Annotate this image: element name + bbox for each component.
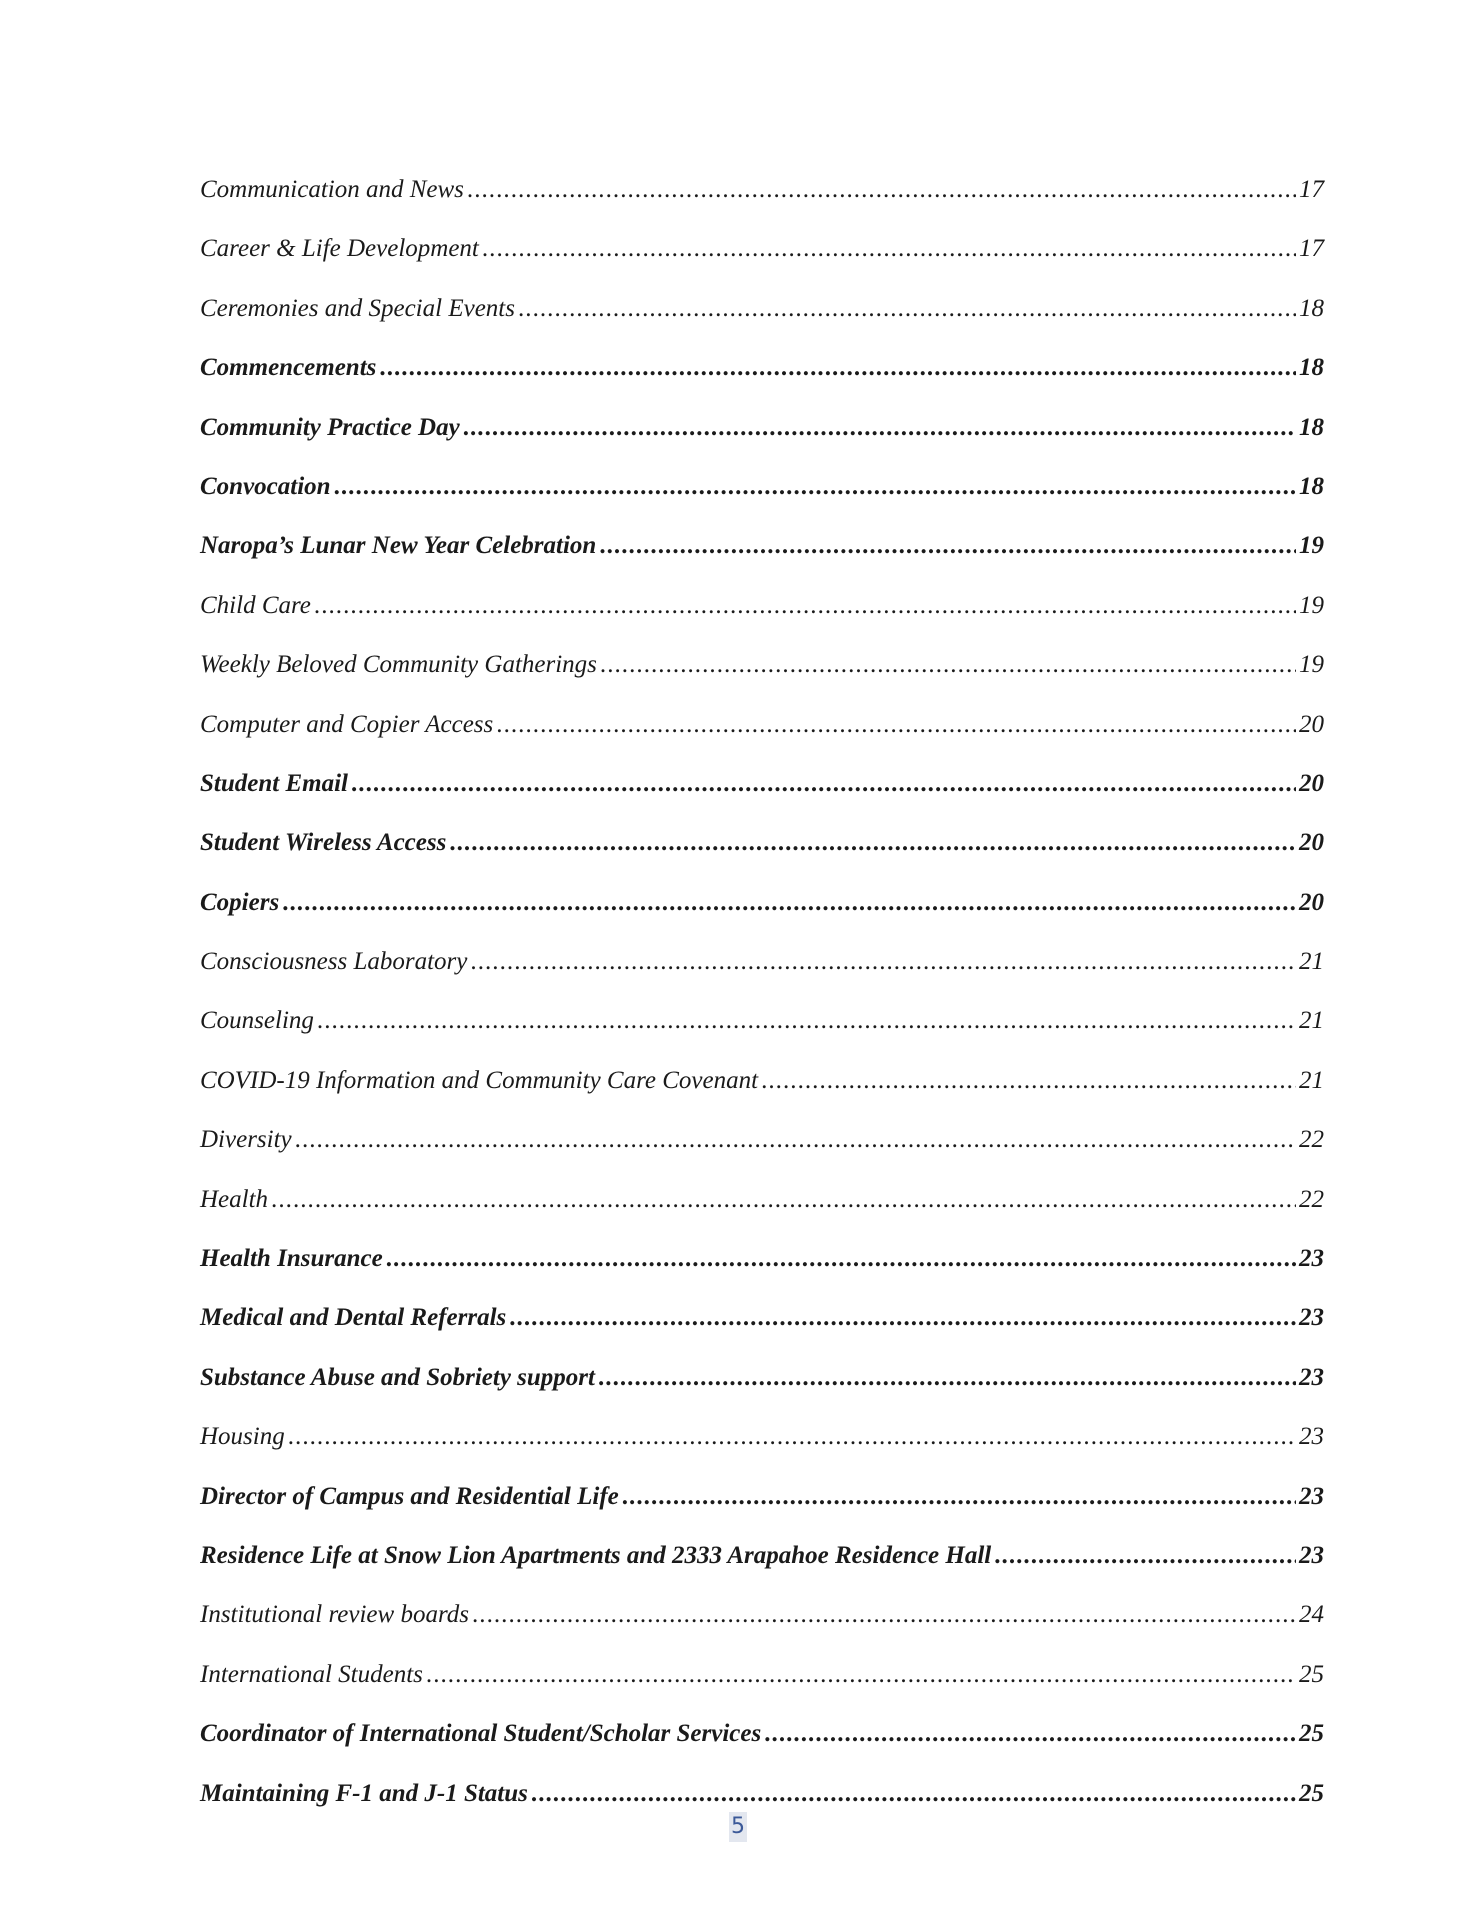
toc-entry-title: Career & Life Development	[200, 235, 479, 263]
toc-entry[interactable]	[200, 1186, 1324, 1245]
toc-entry-title: Medical and Dental Referrals	[200, 1304, 507, 1332]
toc-entry-title: Diversity	[200, 1126, 292, 1154]
toc-entry-page: 23	[1299, 1423, 1324, 1451]
toc-leader-dots	[467, 176, 1296, 204]
toc-entry[interactable]	[200, 1067, 1324, 1126]
toc-entry[interactable]	[200, 711, 1324, 770]
toc-leader-dots	[598, 1364, 1296, 1392]
toc-entry[interactable]	[200, 1483, 1324, 1542]
toc-leader-dots	[463, 414, 1296, 442]
toc-entry-page: 24	[1299, 1601, 1324, 1629]
toc-entry-page: 21	[1299, 1066, 1324, 1094]
toc-entry[interactable]	[200, 1245, 1324, 1304]
toc-entry-title: Residence Life at Snow Lion Apartments and 2333 Arapahoe Residence Hall	[200, 1541, 992, 1569]
toc-leader-dots	[599, 532, 1296, 560]
toc-entry[interactable]	[200, 1126, 1324, 1185]
toc-entry-title: Counseling	[200, 1007, 314, 1035]
toc-entry-page: 20	[1299, 888, 1324, 916]
toc-leader-dots	[600, 651, 1296, 679]
toc-leader-dots	[379, 354, 1296, 382]
toc-entry[interactable]	[200, 948, 1324, 1007]
toc-entry-page: 23	[1299, 1541, 1324, 1569]
toc-entry-title: Commencements	[200, 354, 377, 382]
toc-entry[interactable]	[200, 1780, 1324, 1839]
toc-entry-page: 21	[1299, 1007, 1324, 1035]
toc-entry[interactable]	[200, 176, 1324, 235]
toc-leader-dots	[295, 1126, 1296, 1154]
toc-leader-dots	[518, 295, 1296, 323]
toc-entry-page: 23	[1299, 1304, 1324, 1332]
toc-entry[interactable]	[200, 295, 1324, 354]
toc-entry[interactable]	[200, 889, 1324, 948]
toc-entry-page: 20	[1299, 710, 1324, 738]
toc-entry-title: Community Practice Day	[200, 413, 460, 441]
toc-entry-page: 20	[1299, 769, 1324, 797]
toc-leader-dots	[482, 235, 1296, 263]
toc-entry-page: 25	[1299, 1660, 1324, 1688]
table-of-contents	[200, 176, 1324, 1839]
toc-entry-page: 18	[1299, 354, 1324, 382]
toc-entry-page: 25	[1299, 1779, 1324, 1807]
toc-entry[interactable]	[200, 1542, 1324, 1601]
toc-leader-dots	[470, 948, 1296, 976]
page-number: 5	[729, 1812, 747, 1842]
toc-leader-dots	[449, 829, 1296, 857]
toc-entry-page: 18	[1299, 472, 1324, 500]
toc-entry-title: Weekly Beloved Community Gatherings	[200, 651, 597, 679]
toc-entry[interactable]	[200, 651, 1324, 710]
toc-entry-page: 17	[1299, 235, 1324, 263]
toc-entry-page: 18	[1299, 413, 1324, 441]
toc-entry-title: International Students	[200, 1660, 423, 1688]
toc-entry-title: Health Insurance	[200, 1245, 383, 1273]
toc-entry-title: Health	[200, 1185, 269, 1213]
toc-entry-title: Housing	[200, 1423, 285, 1451]
toc-entry-title: Convocation	[200, 472, 331, 500]
toc-leader-dots	[531, 1780, 1296, 1808]
toc-entry[interactable]	[200, 354, 1324, 413]
toc-entry[interactable]	[200, 829, 1324, 888]
toc-entry[interactable]	[200, 235, 1324, 294]
toc-leader-dots	[509, 1304, 1296, 1332]
toc-entry-title: Institutional review boards	[200, 1601, 469, 1629]
toc-entry[interactable]	[200, 1364, 1324, 1423]
toc-leader-dots	[386, 1245, 1296, 1273]
toc-entry[interactable]	[200, 1720, 1324, 1779]
toc-entry-title: Student Wireless Access	[200, 829, 447, 857]
toc-leader-dots	[472, 1601, 1296, 1629]
toc-entry[interactable]	[200, 1661, 1324, 1720]
toc-entry-page: 21	[1299, 948, 1324, 976]
toc-leader-dots	[317, 1007, 1296, 1035]
toc-leader-dots	[334, 473, 1296, 501]
toc-entry[interactable]	[200, 592, 1324, 651]
toc-entry-page: 19	[1299, 651, 1324, 679]
toc-entry-page: 22	[1299, 1126, 1324, 1154]
toc-leader-dots	[496, 711, 1296, 739]
toc-entry[interactable]	[200, 1423, 1324, 1482]
toc-entry[interactable]	[200, 532, 1324, 591]
toc-leader-dots	[282, 889, 1296, 917]
toc-leader-dots	[271, 1186, 1296, 1214]
toc-leader-dots	[426, 1661, 1296, 1689]
toc-entry[interactable]	[200, 1601, 1324, 1660]
toc-entry-title: Communication and News	[200, 176, 464, 203]
toc-entry[interactable]	[200, 1007, 1324, 1066]
toc-entry[interactable]	[200, 414, 1324, 473]
toc-entry-page: 20	[1299, 829, 1324, 857]
toc-leader-dots	[288, 1423, 1296, 1451]
toc-leader-dots	[314, 592, 1296, 620]
toc-entry-page: 23	[1299, 1245, 1324, 1273]
toc-entry[interactable]	[200, 473, 1324, 532]
toc-entry-page: 19	[1299, 591, 1324, 619]
toc-entry-title: Director of Campus and Residential Life	[200, 1482, 619, 1510]
toc-entry-page: 22	[1299, 1185, 1324, 1213]
toc-entry-title: Maintaining F-1 and J-1 Status	[200, 1779, 528, 1807]
toc-entry-title: Ceremonies and Special Events	[200, 294, 515, 322]
toc-entry-title: COVID-19 Information and Community Care Covenant	[200, 1066, 759, 1094]
toc-entry-title: Copiers	[200, 888, 280, 916]
toc-entry-title: Naropa’s Lunar New Year Celebration	[200, 532, 597, 560]
toc-leader-dots	[764, 1720, 1296, 1748]
toc-entry-page: 25	[1299, 1720, 1324, 1748]
toc-entry-title: Consciousness Laboratory	[200, 948, 468, 976]
toc-leader-dots	[351, 770, 1296, 798]
toc-entry-page: 17	[1299, 176, 1324, 203]
toc-entry-page: 18	[1299, 294, 1324, 322]
toc-entry-page: 23	[1299, 1482, 1324, 1510]
toc-entry-page: 23	[1299, 1363, 1324, 1391]
toc-entry[interactable]	[200, 1304, 1324, 1363]
toc-entry-title: Computer and Copier Access	[200, 710, 494, 738]
toc-leader-dots	[622, 1483, 1296, 1511]
toc-leader-dots	[761, 1067, 1296, 1095]
toc-entry-title: Child Care	[200, 591, 311, 619]
toc-entry-title: Student Email	[200, 769, 348, 797]
toc-entry[interactable]	[200, 770, 1324, 829]
toc-entry-title: Coordinator of International Student/Scholar Services	[200, 1720, 762, 1748]
toc-entry-title: Substance Abuse and Sobriety support	[200, 1363, 595, 1391]
toc-entry-page: 19	[1299, 532, 1324, 560]
toc-leader-dots	[994, 1542, 1296, 1570]
